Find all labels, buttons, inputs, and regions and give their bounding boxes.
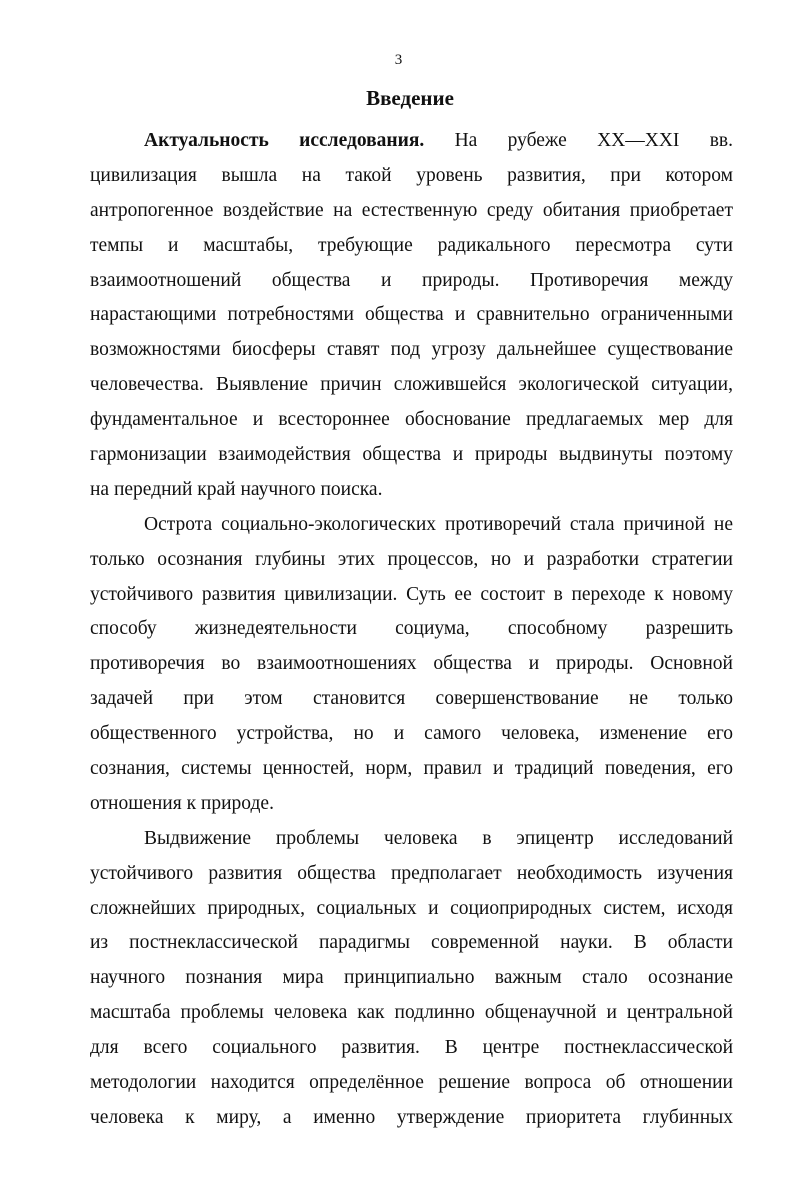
page-number: 3 bbox=[394, 52, 403, 68]
text-line: на передний край научного поиска. bbox=[90, 478, 383, 500]
text-line: сложнейших природных, социальных и социоприродных систем, исходя bbox=[90, 897, 733, 919]
text-line: возможностями биосферы ставят под угрозу дальнейшее существование bbox=[90, 339, 733, 361]
text-line: противоречия во взаимоотношениях общества и природы. Основной bbox=[90, 653, 733, 675]
text-line: способу жизнедеятельности социума, способному разрешить bbox=[90, 618, 733, 640]
lead-bold: Актуальность исследования. bbox=[144, 130, 425, 151]
text-line: цивилизация вышла на такой уровень развития, при котором bbox=[90, 164, 733, 186]
text-line: только осознания глубины этих процессов, но и разработки стратегии bbox=[90, 548, 733, 570]
text-line: методологии находится определённое решение вопроса об отношении bbox=[90, 1072, 733, 1094]
text-line: из постнеклассической парадигмы современной науки. В области bbox=[90, 932, 733, 954]
text-line: гармонизации взаимодействия общества и природы выдвинуты поэтому bbox=[90, 444, 733, 466]
text-line: для всего социального развития. В центре постнеклассической bbox=[90, 1037, 733, 1059]
page-title: Введение bbox=[366, 86, 454, 110]
text-line: масштаба проблемы человека как подлинно общенаучной и центральной bbox=[90, 1002, 733, 1024]
text-line-content: На рубеже XX—XXI вв. bbox=[424, 130, 733, 151]
text-line: нарастающими потребностями общества и сравнительно ограниченными bbox=[90, 304, 733, 326]
text-line: устойчивого развития цивилизации. Суть ее состоит в переходе к новому bbox=[90, 583, 733, 605]
text-line: человечества. Выявление причин сложившейся экологической ситуации, bbox=[90, 374, 733, 396]
text-line: научного познания мира принципиально важным стало осознание bbox=[90, 967, 733, 989]
text-line: Острота социально-экологических противоречий стала причиной не bbox=[144, 513, 733, 535]
text-line: отношения к природе. bbox=[90, 792, 274, 814]
text-line: общественного устройства, но и самого человека, изменение его bbox=[90, 723, 733, 745]
body-text bbox=[90, 124, 733, 1136]
text-line: взаимоотношений общества и природы. Противоречия между bbox=[90, 269, 733, 291]
text-line bbox=[90, 124, 733, 159]
text-line: антропогенное воздействие на естественную среду обитания приобретает bbox=[90, 199, 733, 221]
text-line: темпы и масштабы, требующие радикального пересмотра сути bbox=[90, 234, 733, 256]
text-line: сознания, системы ценностей, норм, правил и традиций поведения, его bbox=[90, 758, 733, 780]
text-line: человека к миру, а именно утверждение приоритета глубинных bbox=[90, 1106, 733, 1128]
text-line: Выдвижение проблемы человека в эпицентр исследований bbox=[144, 827, 733, 849]
text-line: задачей при этом становится совершенствование не только bbox=[90, 688, 733, 710]
text-line: устойчивого развития общества предполагает необходимость изучения bbox=[90, 862, 733, 884]
text-line: фундаментальное и всестороннее обоснование предлагаемых мер для bbox=[90, 409, 733, 431]
